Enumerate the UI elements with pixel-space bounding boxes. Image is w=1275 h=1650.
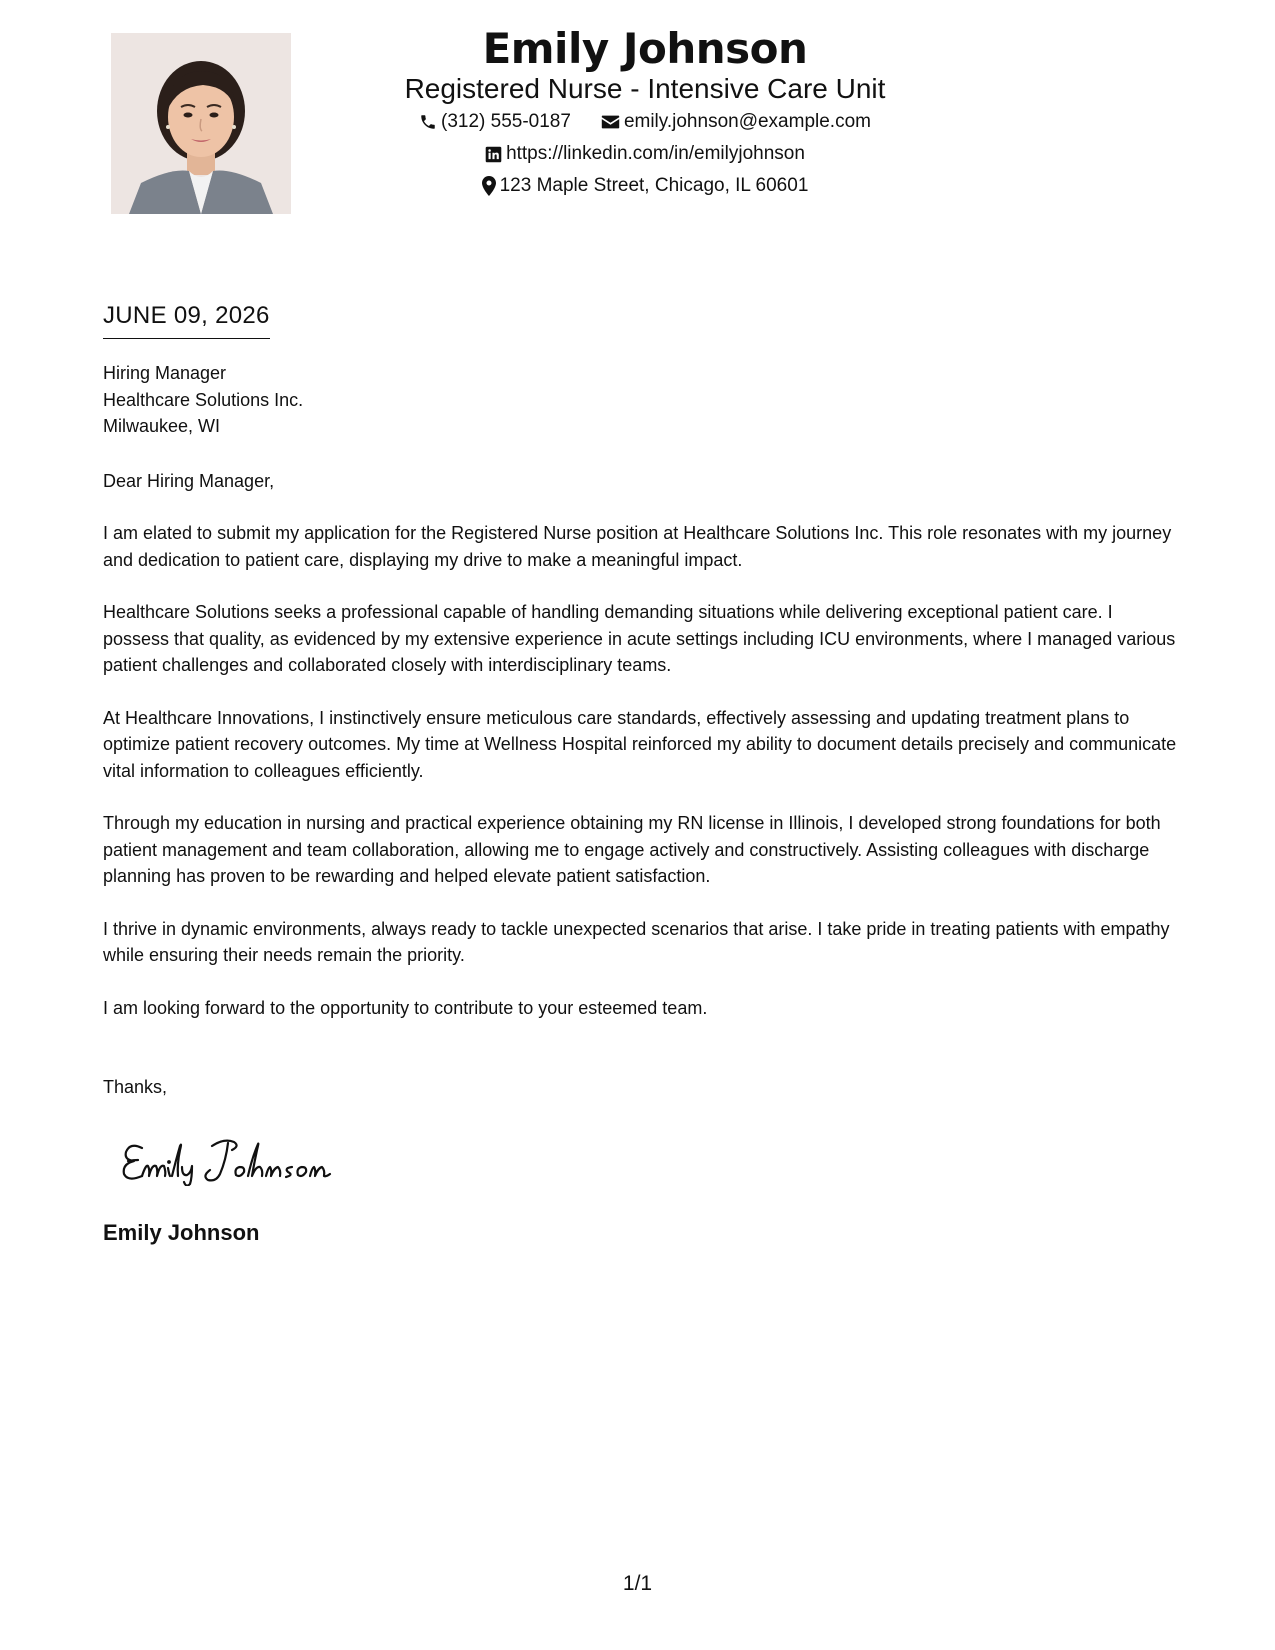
resume-header bbox=[330, 22, 960, 202]
recipient-name: Hiring Manager bbox=[103, 363, 227, 383]
page-number: 1/1 bbox=[622, 1572, 653, 1595]
closing: Thanks, bbox=[103, 1077, 168, 1097]
envelope-icon bbox=[601, 114, 620, 130]
linkedin-icon bbox=[485, 146, 502, 163]
map-pin-icon bbox=[482, 176, 496, 196]
recipient-location: Milwaukee, WI bbox=[103, 416, 221, 436]
street-address: 123 Maple Street, Chicago, IL 60601 bbox=[499, 175, 809, 196]
handwritten-signature bbox=[120, 1130, 360, 1186]
profile-photo bbox=[111, 33, 291, 214]
body-paragraph: I am elated to submit my application for the Registered Nurse position at Healthcare Solutions Inc. This role resonates with my journey and dedication to patient care, displaying my drive to make a meaningful impact. bbox=[103, 523, 1172, 570]
linkedin-contact[interactable] bbox=[485, 138, 805, 170]
contact-row-address bbox=[330, 170, 960, 202]
signer-name: Emily Johnson bbox=[103, 1220, 260, 1245]
body-paragraph: Through my education in nursing and practical experience obtaining my RN license in Illinois, I developed strong foundations for both patient management and team collaboration, allowing me to engage actively and constructively. Assisting colleagues with discharge planning has proven to be rewarding and helped elevate patient satisfaction. bbox=[103, 813, 1161, 886]
phone-icon bbox=[419, 113, 437, 131]
phone-contact bbox=[419, 106, 571, 138]
body-paragraph: I thrive in dynamic environments, always ready to tackle unexpected scenarios that arise. I take pride in treating patients with empathy while ensuring their needs remain the priority. bbox=[103, 918, 1170, 965]
email-contact[interactable] bbox=[601, 106, 871, 138]
contact-row-phone-email bbox=[330, 106, 960, 138]
body-paragraph: Healthcare Solutions seeks a professional capable of handling demanding situations while delivering exceptional patient care. I possess that quality, as evidenced by my extensive experience in acute settings including ICU environments, where I managed various patient challenges and collaborated closely with interdisciplinary teams. bbox=[103, 602, 1176, 675]
body-paragraph: I am looking forward to the opportunity to contribute to your esteemed team. bbox=[103, 997, 708, 1018]
letter-date: JUNE 09, 2026 bbox=[103, 300, 270, 339]
candidate-name: Emily Johnson bbox=[482, 24, 808, 73]
salutation: Dear Hiring Manager, bbox=[103, 471, 275, 491]
letter-body bbox=[103, 520, 1178, 1047]
recipient-company: Healthcare Solutions Inc. bbox=[103, 389, 304, 410]
job-title: Registered Nurse - Intensive Care Unit bbox=[404, 73, 886, 104]
linkedin-url[interactable]: https://linkedin.com/in/emilyjohnson bbox=[506, 143, 805, 164]
contact-row-linkedin bbox=[330, 138, 960, 170]
recipient-block bbox=[103, 360, 303, 440]
email-address[interactable]: emily.johnson@example.com bbox=[623, 111, 871, 132]
phone-number: (312) 555-0187 bbox=[441, 111, 571, 132]
body-paragraph: At Healthcare Innovations, I instinctively ensure meticulous care standards, effectively assessing and updating treatment plans to optimize patient recovery outcomes. My time at Wellness Hospital reinforced my ability to document details precisely and communicate vital information to colleagues efficiently. bbox=[103, 707, 1177, 781]
address-contact bbox=[482, 170, 809, 202]
